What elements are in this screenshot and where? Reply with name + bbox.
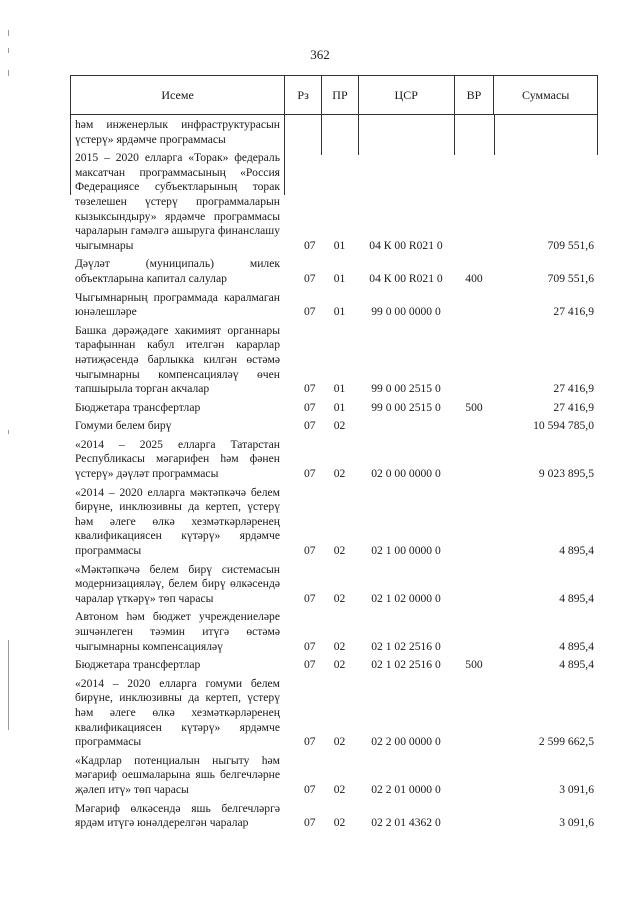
row-csr: 02 2 01 4362 0 (371, 816, 441, 830)
table-row (70, 419, 598, 434)
scan-margin-marks (8, 0, 10, 905)
row-rz: 07 (304, 782, 316, 796)
row-vr (454, 677, 494, 750)
row-pr: 02 (333, 658, 346, 672)
row-rz: 07 (304, 400, 316, 414)
row-name: «Кадрлар потенциалын ныгыту һәм мәгариф оешмаларына яшь белгечләрне җәлеп итү» төп чарасы (75, 753, 280, 796)
row-sum: 4 895,4 (559, 658, 594, 672)
row-vr (454, 151, 494, 253)
header-sum: Суммасы (493, 76, 597, 114)
row-pr: 01 (333, 238, 346, 252)
row-name: «Мәктәпкәчә белем бирү системасын модернизацияләү, белем бирү өлкәсендә чаралар үткәрү» төп чарасы (75, 562, 280, 605)
row-sum: 3 091,6 (559, 782, 594, 796)
row-csr: 02 1 02 2516 0 (371, 658, 441, 672)
table-row (70, 438, 598, 482)
row-csr (358, 118, 454, 147)
row-vr (454, 610, 494, 654)
row-vr (454, 754, 494, 798)
table-row (70, 291, 598, 320)
row-vr (454, 291, 494, 320)
row-sum: 2 599 662,5 (538, 735, 594, 749)
table-row (70, 151, 598, 253)
row-name: Гомуми белем бирү (75, 419, 172, 433)
row-pr: 02 (333, 544, 346, 558)
row-vr (454, 419, 494, 434)
row-rz: 07 (304, 591, 316, 605)
row-sum: 10 594 785,0 (533, 419, 594, 433)
header-name: Исеме (161, 87, 194, 102)
row-vr (454, 438, 494, 482)
row-vr: 400 (465, 271, 483, 285)
row-csr: 02 1 02 0000 0 (371, 591, 441, 605)
table-row (70, 257, 598, 286)
row-name: Бюджетара трансфертлар (75, 400, 201, 414)
row-rz (280, 118, 321, 147)
row-name: «2014 – 2020 елларга мәктәпкәчә белем бирүне, инклюзивны да кертеп, үстерү һәм әлеге өлкә хезмәткәрләренең квалификациясен күтәрү» ярдәмче программасы (75, 485, 280, 558)
row-vr (454, 802, 494, 831)
row-pr: 02 (333, 419, 346, 433)
table-header (70, 75, 598, 115)
row-pr: 01 (333, 382, 346, 396)
row-csr: 04 К 00 R021 0 (369, 271, 443, 285)
table-row (70, 610, 598, 654)
row-csr: 02 1 00 0000 0 (371, 544, 441, 558)
row-rz: 07 (304, 639, 316, 653)
row-csr (358, 419, 454, 434)
row-rz: 07 (304, 271, 316, 285)
row-name: Дәүләт (муниципаль) милек объектларына капитал салулар (75, 257, 280, 285)
table-row (70, 401, 598, 416)
row-sum: 709 551,6 (547, 238, 594, 252)
row-rz: 07 (304, 305, 316, 319)
header-vr: ВР (454, 76, 494, 114)
row-name: Автоном һәм бюджет учреждениеләре эшчәнлеген тәэмин итүгә өстәмә чыгымнарны компенсацияләү (75, 610, 280, 653)
row-pr (321, 118, 358, 147)
header-rz: Рз (284, 76, 321, 114)
row-pr: 02 (333, 639, 346, 653)
row-vr: 500 (465, 658, 483, 672)
table-body (70, 118, 598, 831)
page-number: 362 (310, 47, 330, 62)
row-rz: 07 (304, 419, 316, 433)
row-vr: 500 (465, 400, 483, 414)
row-name: Бюджетара трансфертлар (75, 658, 201, 672)
row-rz: 07 (304, 816, 316, 830)
row-name: һәм инженерлык инфраструктурасын үстерү» ярдәмче программасы (75, 118, 280, 146)
row-pr: 01 (333, 305, 346, 319)
row-csr: 02 2 00 0000 0 (371, 735, 441, 749)
table-row (70, 658, 598, 673)
row-sum: 27 416,9 (553, 382, 594, 396)
row-pr: 02 (333, 816, 346, 830)
row-csr: 02 0 00 0000 0 (371, 467, 441, 481)
row-sum: 4 895,4 (559, 544, 594, 558)
row-name: Мәгариф өлкәсендә яшь белгечләргә ярдәм итүгә юнәлдерелгән чаралар (75, 801, 280, 830)
table-row (70, 486, 598, 559)
header-csr: ЦСР (358, 76, 454, 114)
row-csr: 02 2 01 0000 0 (371, 782, 441, 796)
row-csr: 04 К 00 R021 0 (369, 238, 443, 252)
row-rz: 07 (304, 544, 316, 558)
row-sum: 4 895,4 (559, 639, 594, 653)
row-sum: 27 416,9 (553, 400, 594, 414)
budget-table (70, 75, 598, 830)
row-name: Башка дәрәҗәдәге хакимият органнары тарафыннан кабул ителгән карарлар нәтиҗәсендә барлыкка килгән өстәмә чыгымнарны компенсацияләү өчен тапшырыла торган акчалар (75, 323, 280, 396)
row-csr: 99 0 00 0000 0 (371, 305, 441, 319)
table-row (70, 563, 598, 607)
table-row (70, 802, 598, 831)
row-pr: 02 (333, 735, 346, 749)
row-rz: 07 (304, 735, 316, 749)
row-vr (454, 486, 494, 559)
row-sum: 3 091,6 (559, 816, 594, 830)
row-sum: 709 551,6 (547, 271, 594, 285)
row-name: «2014 – 2025 елларга Татарстан Республикасы мәгарифен һәм фәнен үстерү» дәүләт программасы (75, 437, 280, 481)
row-name: «2014 – 2020 елларга гомуми белем бирүне, инклюзивны да кертеп, үстерү һәм әлеге өлкә хезмәткәрләренең квалификациясен күтәрү» ярдәмче программасы (75, 676, 280, 749)
row-pr: 02 (333, 782, 346, 796)
row-pr: 02 (333, 467, 346, 481)
row-rz: 07 (304, 467, 316, 481)
row-pr: 02 (333, 591, 346, 605)
row-sum: 9 023 895,5 (538, 467, 594, 481)
table-row (70, 324, 598, 397)
row-sum: 4 895,4 (559, 591, 594, 605)
row-csr: 02 1 02 2516 0 (371, 639, 441, 653)
row-vr (454, 118, 494, 147)
row-csr: 99 0 00 2515 0 (371, 382, 441, 396)
row-vr (454, 324, 494, 397)
row-name: 2015 – 2020 елларга «Торак» федераль максатчан программасының «Россия Федерациясе субъектларының торак төзелешен үстерү программаларын кызыксындыру» ярдәмче программасы чараларын гамәлгә ашыруга финанслашу чыгымнары (75, 151, 280, 252)
header-pr: ПР (321, 76, 358, 114)
table-row (70, 118, 598, 147)
row-pr: 01 (333, 271, 346, 285)
row-rz: 07 (304, 382, 316, 396)
row-pr: 01 (333, 400, 346, 414)
row-name: Чыгымнарның программада каралмаган юнәлешләре (75, 290, 280, 319)
row-rz: 07 (304, 238, 316, 252)
row-rz: 07 (304, 658, 316, 672)
row-sum (494, 118, 598, 147)
row-vr (454, 563, 494, 607)
row-csr: 99 0 00 2515 0 (371, 400, 441, 414)
table-row (70, 754, 598, 798)
row-sum: 27 416,9 (553, 305, 594, 319)
table-row (70, 677, 598, 750)
